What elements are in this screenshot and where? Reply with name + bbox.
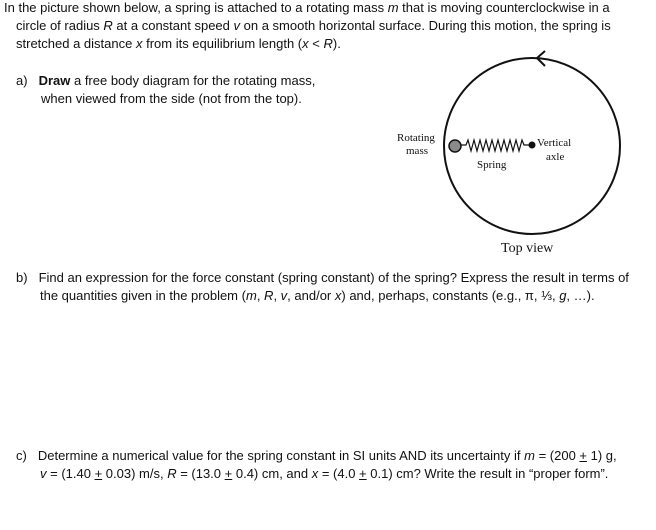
- part-a-marker: a): [16, 73, 28, 88]
- spring: [461, 140, 532, 151]
- var-R: R: [264, 288, 274, 303]
- var-v: v: [233, 18, 241, 33]
- plus-minus: +: [94, 466, 103, 481]
- plus-minus: +: [359, 466, 367, 481]
- part-a-line-1: a) Draw a free body diagram for the rotating mass,: [16, 73, 316, 88]
- diagram-caption: Top view: [501, 241, 554, 256]
- mass-label-line-2: mass: [406, 145, 428, 157]
- vertical-axle-dot: [529, 142, 536, 149]
- part-a-verb: Draw: [38, 73, 71, 88]
- var-m: m: [524, 448, 535, 463]
- part-b-line-2: the quantities given in the problem (m, R, v, and/or x) and, perhaps, constants (e.g., π, ⅓, g, …).: [40, 288, 595, 303]
- intro-line-2: circle of radius R at a constant speed v on a smooth horizontal surface. During this motion, the spring is: [16, 18, 611, 33]
- rotating-mass: [449, 140, 461, 152]
- axle-label-line-1: Vertical: [537, 137, 572, 149]
- mass-label-line-1: Rotating: [397, 132, 435, 144]
- part-c-line-2: v = (1.40 + 0.03) m/s, R = (13.0 + 0.4) cm, and x = (4.0 + 0.1) cm? Write the result in “proper form”.: [40, 466, 609, 481]
- part-c-line-1: c) Determine a numerical value for the spring constant in SI units AND its uncertainty if m = (200 + 1) g,: [16, 448, 617, 463]
- var-m: m: [245, 288, 257, 303]
- plus-minus: +: [224, 466, 233, 481]
- intro-line-3: stretched a distance x from its equilibrium length (x < R).: [16, 36, 341, 51]
- var-v: v: [280, 288, 288, 303]
- var-x: x: [302, 36, 309, 51]
- intro-line-1: In the picture shown below, a spring is attached to a rotating mass m that is moving counterclockwise in a: [4, 0, 610, 15]
- var-R: R: [103, 18, 113, 33]
- part-b-marker: b): [16, 270, 28, 285]
- var-m: m: [387, 0, 399, 15]
- part-b-line-1: b) Find an expression for the force constant (spring constant) of the spring? Express the result in terms of: [16, 270, 629, 285]
- spring-label: Spring: [477, 159, 507, 171]
- var-R: R: [167, 466, 177, 481]
- var-x: x: [334, 288, 342, 303]
- part-a-line-2: when viewed from the side (not from the top).: [41, 91, 302, 106]
- var-x: x: [311, 466, 319, 481]
- var-x: x: [135, 36, 143, 51]
- plus-minus: +: [579, 448, 588, 463]
- var-v: v: [40, 466, 47, 481]
- top-view-diagram: [430, 45, 650, 250]
- var-g: g: [559, 288, 567, 303]
- part-c-marker: c): [16, 448, 27, 463]
- axle-label-line-2: axle: [546, 151, 565, 163]
- var-R: R: [323, 36, 333, 51]
